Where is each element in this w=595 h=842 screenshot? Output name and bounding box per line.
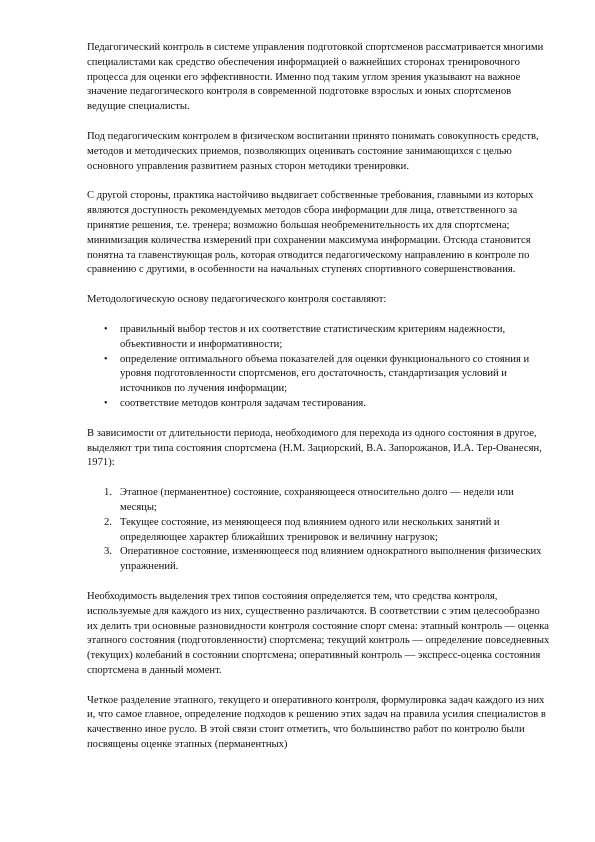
list-item bbox=[87, 486, 551, 516]
paragraph-control-separation: Четкое разделение этапного, текущего и оперативного контроля, формулировка задач каждого из них и, что самое главное, определение подходов к решению этих задач на правила усилия специалистов в качественно иное русло. В этой связи стоит отметить, что большинство работ по контролю были посвящены оценке этапных (перманентных) bbox=[87, 694, 546, 751]
bullet-icon: • bbox=[104, 397, 108, 409]
list-number: 3. bbox=[104, 546, 112, 558]
paragraph-state-types-lead: В зависимости от длительности периода, необходимого для перехода из одного состояния в другое, выделяют три типа состояния спортсмена (Н.М. Зациорский, В.А. Запорожанов, И.А. Тер-Ованесян, 1971): bbox=[87, 427, 542, 469]
state-types-numbered-list bbox=[87, 486, 551, 575]
list-number: 1. bbox=[104, 487, 112, 499]
bullet-icon: • bbox=[104, 323, 108, 335]
methodology-bullet-list bbox=[87, 323, 551, 412]
bullet-icon: • bbox=[104, 353, 108, 365]
list-item bbox=[87, 516, 551, 546]
paragraph-requirements: С другой стороны, практика настойчиво выдвигает собственные требования, главными из которых являются доступность рекомендуемых методов сбора информации для лица, ответственного за принятие решения, т.е. тренера; возможно большая необременительность их для спортсмена; минимизация количества измерений при сохранении максимума информации. Отсюда становится понятна та главенствующая роль, которая отводится педагогическому направлению в контроле по сравнению с другими, в особенности на начальных ступенях спортивного совершенствования. bbox=[87, 190, 534, 276]
list-item-text: определение оптимального объема показателей для оценки функционального со стояния и уровня подготовленности спортсменов, его достаточность, стандартизация условий и источников по лучения информации; bbox=[120, 353, 530, 395]
paragraph-methodology-lead: Методологическую основу педагогического контроля составляют: bbox=[87, 294, 387, 306]
paragraph-definition: Под педагогическим контролем в физическом воспитании принято понимать совокупность средств, методов и методических приемов, позволяющих оценивать состояние занимающихся с целью основного управления развитием разных сторон методики тренировки. bbox=[87, 130, 539, 172]
list-item-text: правильный выбор тестов и их соответствие статистическим критериям надежности, объективности и информативности; bbox=[120, 323, 506, 350]
list-item-text: Текущее состояние, из меняющееся под влиянием одного или нескольких занятий и определяющее характер ближайших тренировок и величину нагрузок; bbox=[120, 516, 500, 543]
list-item-text: соответствие методов контроля задачам тестирования. bbox=[120, 397, 366, 409]
paragraph-control-types: Необходимость выделения трех типов состояния определяется тем, что средства контроля, используемые для каждого из них, существенно различаются. В соответствии с этим целесообразно их делить три основные разновидности контроля состояние спорт смена: этапный контроль — оценка этапного состояния (подготовленности) спортсмена; текущий контроль — определение повседневных (текущих) колебаний в состоянии спортсмена; оперативный контроль — экспресс-оценка состояния спортсмена в данный момент. bbox=[87, 590, 550, 676]
list-item bbox=[87, 353, 551, 397]
list-item bbox=[87, 323, 551, 353]
list-number: 2. bbox=[104, 516, 112, 528]
list-item bbox=[87, 397, 551, 412]
list-item-text: Этапное (перманентное) состояние, сохраняющееся относительно долго — недели или месяцы; bbox=[120, 487, 514, 513]
paragraph-intro: Педагогический контроль в системе управления подготовкой спортсменов рассматривается многими специалистами как средство обеспечения информацией о важнейших сторонах тренировочного процесса для оценки его эффективности. Именно под таким углом зрения указывают на важное значение педагогического контроля в современной подготовке взрослых и юных спортсменов ведущие специалисты. bbox=[87, 42, 544, 113]
list-item-text: Оперативное состояние, изменяющееся под влиянием однократного выполнения физических упражнений. bbox=[120, 546, 542, 573]
list-item bbox=[87, 545, 551, 575]
